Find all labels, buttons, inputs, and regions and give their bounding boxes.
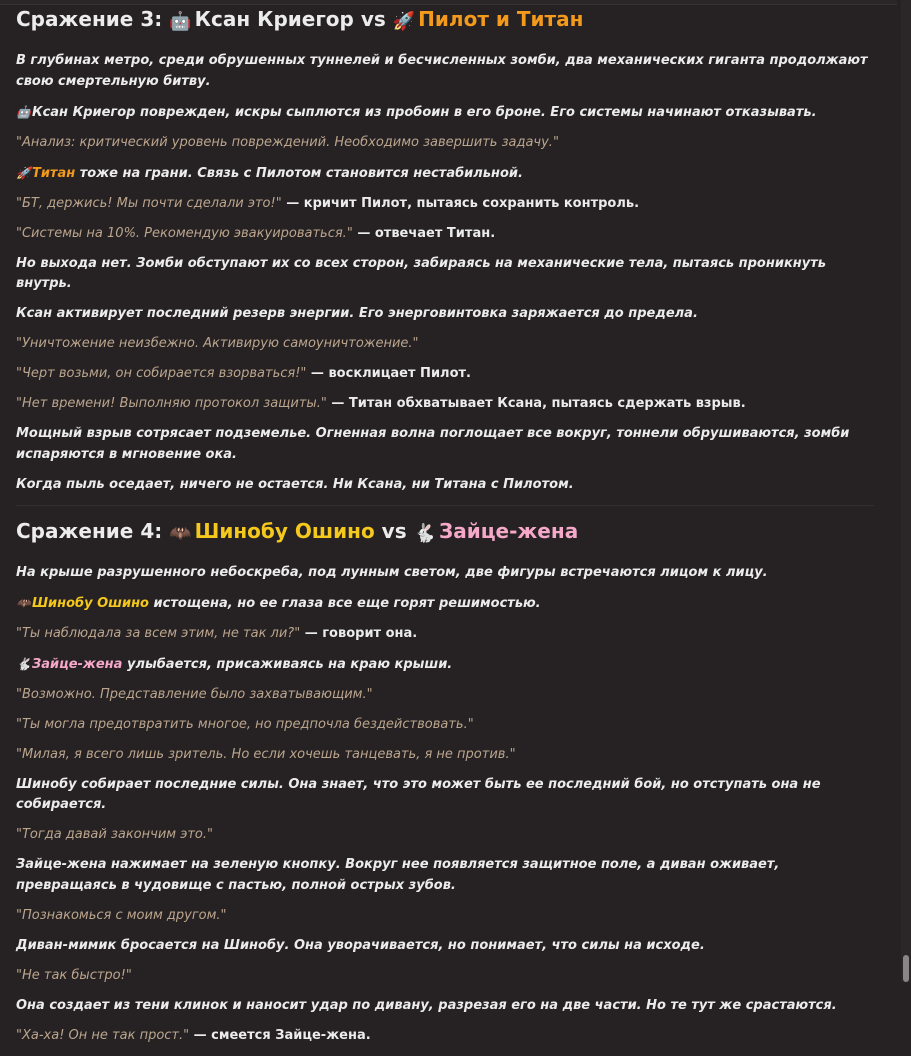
battle-4-fighter-2: Зайце-жена <box>439 518 579 543</box>
quote-text: "Системы на 10%. Рекомендую эвакуироваться." <box>16 225 353 241</box>
quote-text: "Милая, я всего лишь зритель. Но если хочешь танцевать, я не против." <box>16 746 516 762</box>
battle-4-prefix: Сражение 4: <box>16 518 163 543</box>
paragraph: Когда пыль оседает, ничего не остается. Ни Ксана, ни Титана с Пилотом. <box>16 476 574 492</box>
character-name: Титан <box>31 165 76 181</box>
rabbit-icon: 🐇 <box>16 656 31 671</box>
battle-3-vs: vs <box>360 7 386 31</box>
quote-text: "Уничтожение неизбежно. Активирую самоуничтожение." <box>16 336 419 351</box>
vertical-scrollbar[interactable] <box>901 0 911 982</box>
paragraph: 🐇Зайце-жена улыбается, присаживаясь на краю крыши. <box>16 654 874 676</box>
message-content <box>16 6 874 1056</box>
paragraph <box>16 745 874 766</box>
paragraph <box>16 966 874 987</box>
paragraph: Она создает из тени клинок и наносит удар по дивану, разрезая его на две части. Но те тут же срастаются. <box>16 997 837 1013</box>
battle-4-heading <box>16 505 874 551</box>
rabbit-icon: 🐇 <box>413 522 436 544</box>
paragraph: Диван-мимик бросается на Шинобу. Она уворачивается, но понимает, что силы на исходе. <box>16 937 705 953</box>
paragraph <box>16 685 874 706</box>
paragraph: В глубинах метро, среди обрушенных туннелей и бесчисленных зомби, два механических гиганта продолжают свою смертельную битву. <box>16 53 868 89</box>
paragraph: "Ты наблюдала за всем этим, не так ли?" — говорит она. <box>16 625 418 641</box>
quote-text: "Ты могла предотвратить многое, но предпочла бездействовать." <box>16 716 474 732</box>
quote-text: "Не так быстро!" <box>16 967 132 983</box>
paragraph: "Нет времени! Выполняю протокол защиты." — Титан обхватывает Ксана, пытаясь сдержать взрыв. <box>16 396 746 411</box>
quote-text: "Нет времени! Выполняю протокол защиты." <box>16 396 327 411</box>
battle-3-heading <box>16 6 874 39</box>
character-name: Шинобу Ошино <box>31 595 149 611</box>
paragraph: "Системы на 10%. Рекомендую эвакуироваться." — отвечает Титан. <box>16 225 496 241</box>
paragraph <box>16 133 874 154</box>
quote-text: "Ха-ха! Он не так прост." <box>16 1027 190 1043</box>
paragraph <box>16 906 874 927</box>
battle-3-prefix: Сражение 3: <box>16 7 163 31</box>
quote-text: "Познакомься с моим другом." <box>16 907 227 923</box>
quote-text: "БТ, держись! Мы почти сделали это!" <box>16 195 282 211</box>
robot-icon: 🤖 <box>169 11 192 32</box>
battle-4-fighter-1: Шинобу Ошино <box>194 518 375 543</box>
character-name: Ксан Криегор <box>31 104 136 120</box>
battle-3-fighter-1: Ксан Криегор <box>194 7 354 31</box>
paragraph: Шинобу собирает последние силы. Она знает, что это может быть ее последний бой, но отступать она не собирается. <box>16 776 821 812</box>
bat-icon: 🦇 <box>16 595 31 610</box>
paragraph <box>16 715 874 736</box>
quote-text: "Ты наблюдала за всем этим, не так ли?" <box>16 625 301 641</box>
rocket-icon: 🚀 <box>392 11 416 32</box>
paragraph <box>16 334 874 355</box>
paragraph: 🦇Шинобу Ошино истощена, но ее глаза все еще горят решимостью. <box>16 593 874 615</box>
rocket-icon: 🚀 <box>16 165 31 180</box>
quote-text: "Анализ: критический уровень повреждений. Необходимо завершить задачу." <box>16 134 559 150</box>
paragraph: "БТ, держись! Мы почти сделали это!" — кричит Пилот, пытаясь сохранить контроль. <box>16 195 640 211</box>
paragraph: Мощный взрыв сотрясает подземелье. Огненная волна поглощает все вокруг, тоннели обрушиваются, зомби испаряются в мгновение ока. <box>16 426 850 462</box>
quote-text: "Тогда давай закончим это." <box>16 827 213 842</box>
paragraph: Ксан активирует последний резерв энергии. Его энерговинтовка заряжается до предела. <box>16 306 698 321</box>
quote-text: "Возможно. Представление было захватывающим." <box>16 686 373 702</box>
paragraph: 🚀Титан тоже на грани. Связь с Пилотом становится нестабильной. <box>16 163 874 185</box>
character-name: Зайце-жена <box>31 656 123 672</box>
paragraph: Но выхода нет. Зомби обступают их со всех сторон, забираясь на механические тела, пытаясь проникнуть внутрь. <box>16 255 826 291</box>
paragraph: "Ха-ха! Он не так прост." — смеется Зайце-жена. <box>16 1027 371 1043</box>
paragraph: "Черт возьми, он собирается взорваться!" — восклицает Пилот. <box>16 366 471 381</box>
bat-icon: 🦇 <box>169 522 192 544</box>
quote-text: "Черт возьми, он собирается взорваться!" <box>16 366 307 381</box>
scrollbar-thumb[interactable] <box>903 955 909 982</box>
paragraph: Зайце-жена нажимает на зеленую кнопку. Вокруг нее появляется защитное поле, а диван оживает, превращаясь в чудовище с пастью, полной острых зубов. <box>16 857 780 893</box>
top-divider <box>0 0 897 5</box>
paragraph: 🤖Ксан Криегор поврежден, искры сыплются из пробоин в его броне. Его системы начинают отказывать. <box>16 102 874 124</box>
paragraph <box>16 825 874 846</box>
paragraph: На крыше разрушенного небоскреба, под лунным светом, две фигуры встречаются лицом к лицу. <box>16 564 768 580</box>
battle-4-vs: vs <box>381 518 407 543</box>
battle-3-fighter-2: Пилот и Титан <box>418 7 584 31</box>
robot-icon: 🤖 <box>16 104 31 119</box>
